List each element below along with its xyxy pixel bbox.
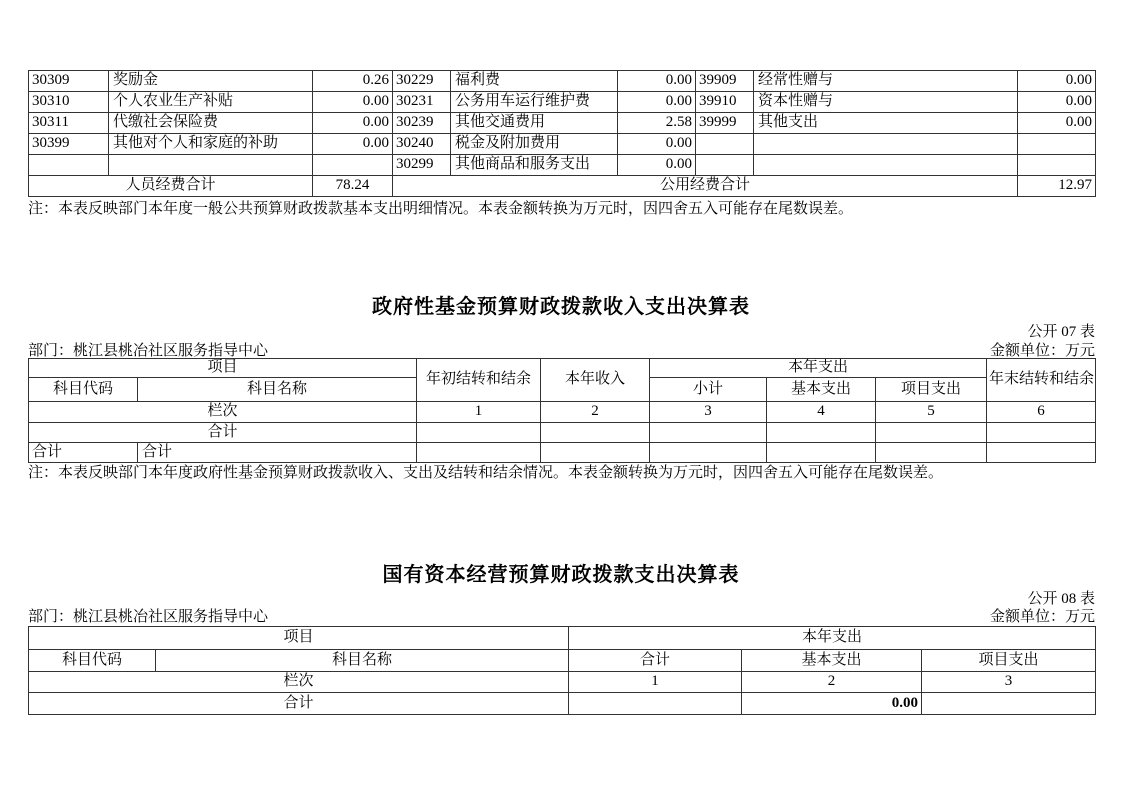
column-number: 4 bbox=[767, 402, 876, 423]
header-basic-expense: 基本支出 bbox=[742, 650, 922, 672]
value-cell: 0.00 bbox=[618, 155, 696, 176]
code-cell bbox=[696, 155, 754, 176]
name-cell: 其他支出 bbox=[754, 113, 1018, 134]
column-number: 1 bbox=[417, 402, 541, 423]
value-cell: 0.00 bbox=[618, 92, 696, 113]
name-cell bbox=[754, 134, 1018, 155]
name-cell: 个人农业生产补贴 bbox=[109, 92, 313, 113]
table-row bbox=[29, 92, 1096, 113]
header-row-1 bbox=[29, 359, 1096, 378]
value-cell bbox=[417, 423, 541, 443]
table-row bbox=[29, 113, 1096, 134]
name-cell: 其他交通费用 bbox=[451, 113, 618, 134]
code-cell: 30399 bbox=[29, 134, 109, 155]
name-cell: 公务用车运行维护费 bbox=[451, 92, 618, 113]
column-number: 1 bbox=[569, 672, 742, 693]
header-subject-name: 科目名称 bbox=[156, 650, 569, 672]
name-cell: 其他对个人和家庭的补助 bbox=[109, 134, 313, 155]
value-cell: 0.26 bbox=[313, 71, 393, 92]
column-row-label: 栏次 bbox=[29, 672, 569, 693]
totals-row bbox=[29, 693, 1096, 715]
name-cell bbox=[109, 155, 313, 176]
header-project: 项目 bbox=[29, 359, 417, 378]
total-row-label: 合计 bbox=[29, 693, 569, 715]
code-cell: 30310 bbox=[29, 92, 109, 113]
value-cell bbox=[313, 155, 393, 176]
header-subtotal: 小计 bbox=[650, 378, 767, 402]
state-capital-table bbox=[28, 626, 1096, 715]
value-cell bbox=[767, 443, 876, 463]
code-cell: 39999 bbox=[696, 113, 754, 134]
total-project-value-cell bbox=[922, 693, 1096, 715]
table-row bbox=[29, 155, 1096, 176]
column-number: 6 bbox=[987, 402, 1096, 423]
total-basic-value-cell: 0.00 bbox=[742, 693, 922, 715]
name-cell: 福利费 bbox=[451, 71, 618, 92]
value-cell bbox=[650, 423, 767, 443]
header-year-expense: 本年支出 bbox=[650, 359, 987, 378]
header-row-2 bbox=[29, 650, 1096, 672]
total-detail-row bbox=[29, 443, 1096, 463]
column-number: 2 bbox=[541, 402, 650, 423]
header-project-expense: 项目支出 bbox=[922, 650, 1096, 672]
totals-row bbox=[29, 176, 1096, 197]
unit-label: 金额单位：万元 bbox=[989, 343, 1095, 359]
code-cell: 30229 bbox=[393, 71, 451, 92]
total-span-label: 合计 bbox=[29, 423, 417, 443]
code-cell: 39910 bbox=[696, 92, 754, 113]
header-year-income: 本年收入 bbox=[541, 359, 650, 402]
table3-meta-line bbox=[28, 605, 1095, 623]
gov-fund-table bbox=[28, 358, 1096, 463]
public-total-label: 公用经费合计 bbox=[393, 176, 1018, 197]
table2-meta-line bbox=[28, 339, 1095, 357]
value-cell: 0.00 bbox=[1018, 71, 1096, 92]
name-cell bbox=[754, 155, 1018, 176]
column-row-label: 栏次 bbox=[29, 402, 417, 423]
value-cell: 0.00 bbox=[313, 134, 393, 155]
header-subject-name: 科目名称 bbox=[138, 378, 417, 402]
column-number: 5 bbox=[876, 402, 987, 423]
value-cell bbox=[541, 443, 650, 463]
header-subject-code: 科目代码 bbox=[29, 378, 138, 402]
value-cell bbox=[417, 443, 541, 463]
code-cell: 30240 bbox=[393, 134, 451, 155]
table1-note: 注：本表反映部门本年度一般公共预算财政拨款基本支出明细情况。本表金额转换为万元时，因四舍五入可能存在尾数误差。 bbox=[28, 201, 854, 217]
header-subject-code: 科目代码 bbox=[29, 650, 156, 672]
name-cell: 经常性赠与 bbox=[754, 71, 1018, 92]
public-total-value: 12.97 bbox=[1018, 176, 1096, 197]
header-year-expense: 本年支出 bbox=[569, 627, 1096, 650]
column-index-row bbox=[29, 672, 1096, 693]
total-span-row bbox=[29, 423, 1096, 443]
code-cell: 39909 bbox=[696, 71, 754, 92]
personnel-total-label: 人员经费合计 bbox=[29, 176, 313, 197]
header-project: 项目 bbox=[29, 627, 569, 650]
value-cell: 0.00 bbox=[313, 113, 393, 134]
header-row-1 bbox=[29, 627, 1096, 650]
total-name-cell: 合计 bbox=[138, 443, 417, 463]
value-cell: 0.00 bbox=[1018, 92, 1096, 113]
personnel-total-value: 78.24 bbox=[313, 176, 393, 197]
value-cell: 0.00 bbox=[313, 92, 393, 113]
code-cell: 30299 bbox=[393, 155, 451, 176]
total-value-cell bbox=[569, 693, 742, 715]
unit-label: 金额单位：万元 bbox=[989, 609, 1095, 625]
table-row bbox=[29, 71, 1096, 92]
name-cell: 资本性赠与 bbox=[754, 92, 1018, 113]
value-cell bbox=[876, 443, 987, 463]
department-label: 部门：桃江县桃冶社区服务指导中心 bbox=[28, 343, 269, 359]
form-07-label: 公开 07 表 bbox=[1027, 324, 1095, 340]
name-cell: 税金及附加费用 bbox=[451, 134, 618, 155]
name-cell: 奖励金 bbox=[109, 71, 313, 92]
value-cell bbox=[987, 443, 1096, 463]
code-cell: 30231 bbox=[393, 92, 451, 113]
name-cell: 其他商品和服务支出 bbox=[451, 155, 618, 176]
value-cell: 0.00 bbox=[618, 134, 696, 155]
column-number: 3 bbox=[922, 672, 1096, 693]
column-number: 2 bbox=[742, 672, 922, 693]
basic-expenditure-detail-table bbox=[28, 70, 1096, 197]
header-basic-expense: 基本支出 bbox=[767, 378, 876, 402]
name-cell: 代缴社会保险费 bbox=[109, 113, 313, 134]
value-cell: 0.00 bbox=[1018, 113, 1096, 134]
value-cell: 0.00 bbox=[618, 71, 696, 92]
value-cell bbox=[1018, 134, 1096, 155]
code-cell: 30311 bbox=[29, 113, 109, 134]
header-end-balance: 年末结转和结余 bbox=[987, 359, 1096, 402]
column-index-row bbox=[29, 402, 1096, 423]
total-code-cell: 合计 bbox=[29, 443, 138, 463]
column-number: 3 bbox=[650, 402, 767, 423]
code-cell bbox=[29, 155, 109, 176]
value-cell bbox=[650, 443, 767, 463]
value-cell bbox=[876, 423, 987, 443]
header-begin-balance: 年初结转和结余 bbox=[417, 359, 541, 402]
table2-note: 注：本表反映部门本年度政府性基金预算财政拨款收入、支出及结转和结余情况。本表金额转换为万元时，因四舍五入可能存在尾数误差。 bbox=[28, 465, 944, 481]
value-cell bbox=[1018, 155, 1096, 176]
gov-fund-table-title: 政府性基金预算财政拨款收入支出决算表 bbox=[372, 296, 750, 318]
value-cell bbox=[541, 423, 650, 443]
value-cell bbox=[767, 423, 876, 443]
header-total: 合计 bbox=[569, 650, 742, 672]
code-cell bbox=[696, 134, 754, 155]
header-project-expense: 项目支出 bbox=[876, 378, 987, 402]
code-cell: 30309 bbox=[29, 71, 109, 92]
table-row bbox=[29, 134, 1096, 155]
form-08-label: 公开 08 表 bbox=[1027, 591, 1095, 607]
department-label: 部门：桃江县桃冶社区服务指导中心 bbox=[28, 609, 269, 625]
value-cell: 2.58 bbox=[618, 113, 696, 134]
code-cell: 30239 bbox=[393, 113, 451, 134]
value-cell bbox=[987, 423, 1096, 443]
state-capital-table-title: 国有资本经营预算财政拨款支出决算表 bbox=[382, 564, 740, 586]
